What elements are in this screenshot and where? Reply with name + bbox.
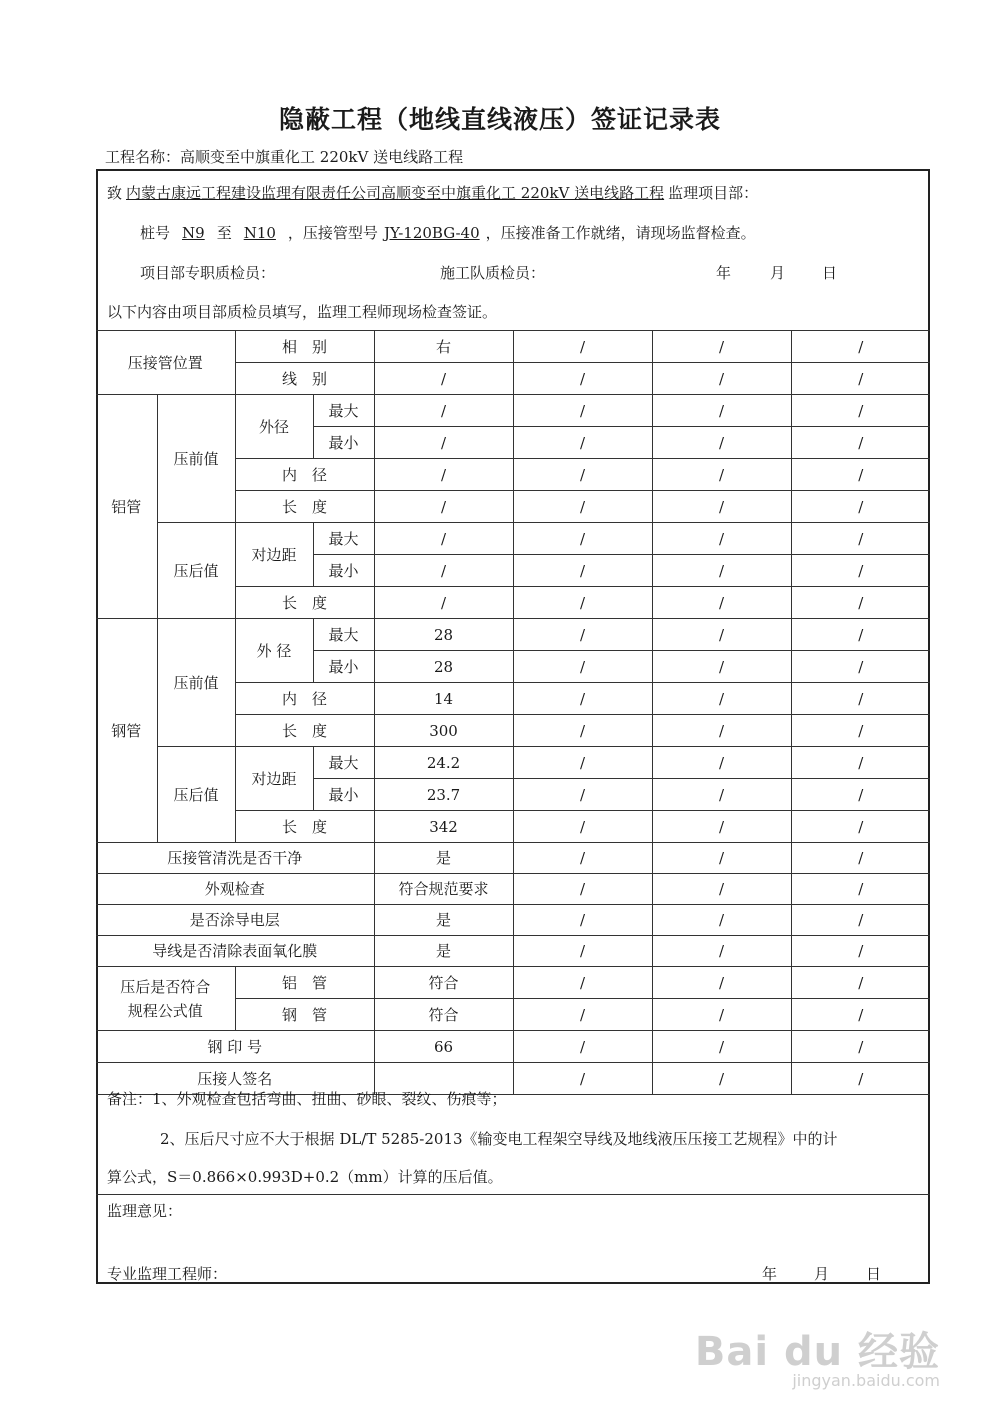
header-year: 年 — [716, 264, 732, 282]
stamp-no-label: 钢 印 号 — [96, 1031, 374, 1063]
min-label: 最小 — [313, 427, 374, 459]
min-label: 最小 — [313, 779, 374, 811]
tube-model-label: ，压接管型号 — [287, 224, 378, 242]
clean-label: 压接管清洗是否干净 — [96, 843, 374, 874]
table-row — [96, 619, 930, 651]
al-post-af-min: / — [374, 555, 513, 587]
empty-cell: / — [513, 491, 652, 523]
signature-label: 压接人签名 — [96, 1063, 374, 1095]
conductive-coat-value: 是 — [374, 905, 513, 936]
st-pre-od-max: 28 — [374, 619, 513, 651]
empty-cell: / — [791, 715, 930, 747]
inspector-team: 施工队质检员： — [440, 264, 546, 282]
st-post-length-label: 长 度 — [235, 811, 374, 843]
empty-cell: / — [652, 936, 791, 967]
al-pre-len: / — [374, 491, 513, 523]
header-day: 日 — [822, 264, 838, 282]
project-name: 工程名称：高顺变至中旗重化工 220kV 送电线路工程 — [105, 148, 464, 166]
table-row — [96, 331, 930, 363]
tube-position-label: 压接管位置 — [96, 331, 235, 395]
empty-cell: / — [791, 843, 930, 874]
line-value: / — [374, 363, 513, 395]
al-inner-diameter-label: 内 径 — [235, 459, 374, 491]
empty-cell: / — [513, 619, 652, 651]
al-post-af-max: / — [374, 523, 513, 555]
al-post-length-label: 长 度 — [235, 587, 374, 619]
empty-cell: / — [652, 747, 791, 779]
table-row — [96, 395, 930, 427]
footer-year: 年 — [762, 1265, 778, 1283]
al-pre-od-max: / — [374, 395, 513, 427]
st-pre-len: 300 — [374, 715, 513, 747]
table-row — [96, 747, 930, 779]
al-pre-od-min: / — [374, 427, 513, 459]
watermark-brand: Bai du 经验 — [694, 1329, 940, 1375]
empty-cell: / — [791, 936, 930, 967]
min-label: 最小 — [313, 651, 374, 683]
empty-cell: / — [652, 395, 791, 427]
table-row — [96, 874, 930, 905]
empty-cell: / — [791, 779, 930, 811]
empty-cell: / — [652, 905, 791, 936]
aluminum-tube-label: 铝管 — [96, 395, 157, 619]
empty-cell: / — [513, 843, 652, 874]
empty-cell: / — [791, 555, 930, 587]
engineer-label: 专业监理工程师： — [107, 1265, 228, 1283]
st-post-af-max: 24.2 — [374, 747, 513, 779]
empty-cell: / — [513, 999, 652, 1031]
st-post-af-min: 23.7 — [374, 779, 513, 811]
pile-to-label: 至 — [216, 224, 232, 242]
empty-cell: / — [513, 1031, 652, 1063]
empty-cell: / — [513, 1063, 652, 1095]
steel-tube-label: 钢管 — [96, 619, 157, 843]
empty-cell: / — [513, 715, 652, 747]
max-label: 最大 — [313, 523, 374, 555]
line-label: 线 别 — [235, 363, 374, 395]
empty-cell: / — [791, 523, 930, 555]
empty-cell: / — [652, 523, 791, 555]
addressee-org: 内蒙古康远工程建设监理有限责任公司高顺变至中旗重化工 220kV 送电线路工程 — [126, 184, 665, 202]
al-pre-length-label: 长 度 — [235, 491, 374, 523]
empty-cell: / — [791, 491, 930, 523]
st-outer-diameter-label: 外 径 — [235, 619, 313, 683]
note-line-3: 算公式，S＝0.866×0.993D+0.2（mm）计算的压后值。 — [107, 1168, 503, 1186]
watermark-url: jingyan.baidu.com — [792, 1371, 940, 1390]
empty-cell: / — [791, 1031, 930, 1063]
al-outer-diameter-label: 外径 — [235, 395, 313, 459]
empty-cell: / — [652, 491, 791, 523]
conductive-coat-label: 是否涂导电层 — [96, 905, 374, 936]
pile-from: N9 — [182, 224, 205, 242]
empty-cell: / — [652, 363, 791, 395]
table-row — [96, 936, 930, 967]
empty-cell: / — [652, 779, 791, 811]
inspection-table — [96, 330, 930, 1095]
oxide-removed-label: 导线是否清除表面氧化膜 — [96, 936, 374, 967]
footer-month: 月 — [814, 1265, 830, 1283]
formula-st-value: 符合 — [374, 999, 513, 1031]
oxide-removed-value: 是 — [374, 936, 513, 967]
empty-cell: / — [652, 1063, 791, 1095]
st-pipe-label: 钢 管 — [235, 999, 374, 1031]
supervision-opinion: 监理意见： — [107, 1202, 183, 1220]
table-row — [96, 843, 930, 874]
empty-cell: / — [652, 1031, 791, 1063]
empty-cell: / — [791, 619, 930, 651]
empty-cell: / — [513, 779, 652, 811]
footer-day: 日 — [866, 1265, 882, 1283]
empty-cell: / — [791, 331, 930, 363]
divider — [96, 1194, 930, 1195]
empty-cell: / — [791, 395, 930, 427]
pile-to: N10 — [243, 224, 276, 242]
empty-cell: / — [513, 936, 652, 967]
table-row — [96, 1031, 930, 1063]
empty-cell: / — [791, 905, 930, 936]
instruction: 以下内容由项目部质检员填写，监理工程师现场检查签证。 — [107, 303, 498, 321]
empty-cell: / — [652, 555, 791, 587]
al-pre-id: / — [374, 459, 513, 491]
empty-cell: / — [652, 683, 791, 715]
empty-cell: / — [652, 651, 791, 683]
st-across-flats-label: 对边距 — [235, 747, 313, 811]
formula-check-text: 压后是否符合规程公式值 — [120, 977, 211, 1020]
st-post-press-label: 压后值 — [157, 747, 235, 843]
empty-cell: / — [652, 459, 791, 491]
min-label: 最小 — [313, 555, 374, 587]
empty-cell: / — [791, 459, 930, 491]
empty-cell: / — [791, 1063, 930, 1095]
header-month: 月 — [770, 264, 786, 282]
baidu-watermark — [695, 1320, 940, 1390]
inspector-project: 项目部专职质检员： — [140, 264, 276, 282]
empty-cell: / — [513, 874, 652, 905]
ready-text: ，压接准备工作就绪，请现场监督检查。 — [485, 224, 756, 242]
table-row — [96, 523, 930, 555]
al-post-press-label: 压后值 — [157, 523, 235, 619]
appearance-value: 符合规范要求 — [374, 874, 513, 905]
table-row — [96, 905, 930, 936]
formula-al-value: 符合 — [374, 967, 513, 999]
clean-value: 是 — [374, 843, 513, 874]
empty-cell: / — [791, 747, 930, 779]
empty-cell: / — [791, 967, 930, 999]
empty-cell: / — [652, 999, 791, 1031]
empty-cell: / — [513, 459, 652, 491]
max-label: 最大 — [313, 395, 374, 427]
empty-cell: / — [652, 874, 791, 905]
addressee-line — [107, 182, 758, 203]
st-pre-id: 14 — [374, 683, 513, 715]
max-label: 最大 — [313, 619, 374, 651]
empty-cell: / — [791, 363, 930, 395]
addressee-prefix: 致 — [107, 184, 123, 202]
empty-cell: / — [791, 587, 930, 619]
empty-cell: / — [652, 427, 791, 459]
empty-cell: / — [791, 999, 930, 1031]
pile-label: 桩号 — [140, 224, 171, 242]
empty-cell: / — [513, 811, 652, 843]
empty-cell: / — [791, 651, 930, 683]
empty-cell: / — [513, 967, 652, 999]
empty-cell: / — [791, 427, 930, 459]
empty-cell: / — [513, 747, 652, 779]
empty-cell: / — [513, 523, 652, 555]
empty-cell: / — [513, 363, 652, 395]
note-line-1: 备注：1、外观检查包括弯曲、扭曲、砂眼、裂纹、伤痕等； — [107, 1090, 507, 1108]
empty-cell: / — [652, 715, 791, 747]
empty-cell: / — [652, 967, 791, 999]
al-pipe-label: 铝 管 — [235, 967, 374, 999]
stamp-no-value: 66 — [374, 1031, 513, 1063]
al-across-flats-label: 对边距 — [235, 523, 313, 587]
addressee-suffix: 监理项目部： — [668, 184, 759, 202]
formula-check-label — [96, 967, 235, 1031]
page-title: 隐蔽工程（地线直线液压）签证记录表 — [278, 105, 721, 134]
empty-cell: / — [513, 587, 652, 619]
appearance-label: 外观检查 — [96, 874, 374, 905]
empty-cell: / — [652, 619, 791, 651]
max-label: 最大 — [313, 747, 374, 779]
empty-cell: / — [513, 555, 652, 587]
empty-cell: / — [513, 905, 652, 936]
empty-cell: / — [791, 811, 930, 843]
empty-cell: / — [791, 683, 930, 715]
empty-cell: / — [513, 427, 652, 459]
empty-cell: / — [513, 651, 652, 683]
al-pre-press-label: 压前值 — [157, 395, 235, 523]
empty-cell: / — [652, 331, 791, 363]
empty-cell: / — [652, 843, 791, 874]
al-post-len: / — [374, 587, 513, 619]
st-pre-length-label: 长 度 — [235, 715, 374, 747]
tube-model: JY-120BG-40 — [383, 224, 480, 242]
empty-cell: / — [652, 587, 791, 619]
pile-line — [140, 222, 756, 243]
empty-cell: / — [652, 811, 791, 843]
st-inner-diameter-label: 内 径 — [235, 683, 374, 715]
table-row — [96, 967, 930, 999]
empty-cell: / — [513, 683, 652, 715]
st-pre-press-label: 压前值 — [157, 619, 235, 747]
phase-value: 右 — [374, 331, 513, 363]
empty-cell: / — [513, 395, 652, 427]
st-pre-od-min: 28 — [374, 651, 513, 683]
empty-cell: / — [791, 874, 930, 905]
phase-label: 相 别 — [235, 331, 374, 363]
empty-cell: / — [513, 331, 652, 363]
note-line-2: 2、压后尺寸应不大于根据 DL/T 5285-2013《输变电工程架空导线及地线液压压接工艺规程》中的计 — [160, 1130, 838, 1148]
st-post-len: 342 — [374, 811, 513, 843]
